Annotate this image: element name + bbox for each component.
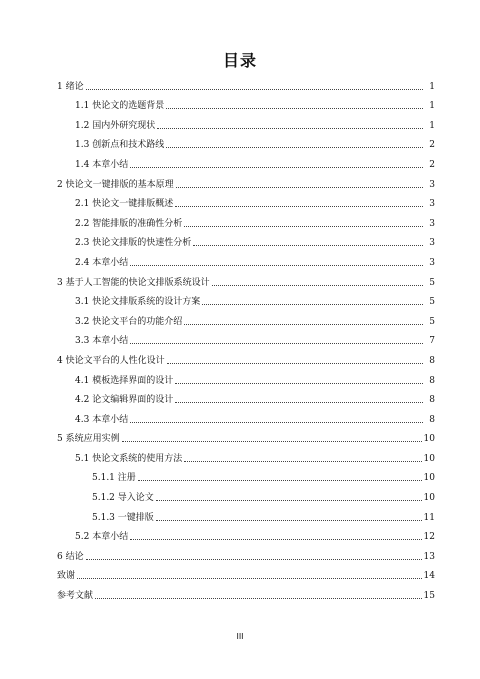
toc-entry-title: 基于人工智能的快论文排版系统设计 (65, 277, 210, 288)
toc-entry[interactable] (57, 582, 435, 602)
toc-entry-page: 5 (429, 316, 435, 327)
toc-entry[interactable] (57, 465, 435, 485)
toc-entry-title: 模板选择界面的设计 (92, 375, 174, 386)
toc-entry-page: 14 (423, 571, 435, 582)
toc-entry[interactable] (57, 328, 435, 348)
toc-entry-title: 本章小结 (92, 336, 129, 347)
dot-leader (193, 244, 423, 246)
toc-entry[interactable] (57, 132, 435, 152)
dot-leader (175, 205, 423, 207)
toc-entry-page: 2 (429, 159, 435, 170)
toc-entry-number: 4 (57, 355, 66, 366)
toc-entry-number: 1.3 (75, 140, 93, 151)
toc-entry-number: 5.1.1 (92, 473, 118, 484)
dot-leader (77, 577, 422, 579)
toc-entry-title: 注册 (117, 473, 136, 484)
toc-entry-number: 6 (57, 551, 66, 562)
toc-entry[interactable] (57, 445, 435, 465)
dot-leader (212, 284, 423, 286)
toc-entry-title: 绪论 (65, 81, 84, 92)
toc-entry-title: 快论文排版的快速性分析 (92, 238, 192, 249)
dot-leader (184, 460, 421, 462)
toc-entry-page: 10 (423, 493, 435, 504)
toc-entry[interactable] (57, 171, 435, 191)
toc-entry-number: 4.2 (75, 395, 93, 406)
toc-entry-title: 导入论文 (117, 493, 154, 504)
toc-entry[interactable] (57, 151, 435, 171)
toc-entry-number: 4.1 (75, 375, 93, 386)
toc-entry[interactable] (57, 484, 435, 504)
dot-leader (175, 382, 423, 384)
toc-entry[interactable] (57, 308, 435, 328)
toc-entry-title: 本章小结 (92, 257, 129, 268)
toc-entry[interactable] (57, 426, 435, 446)
dot-leader (130, 421, 423, 423)
toc-entry-title: 参考文献 (57, 591, 94, 602)
toc-entry-page: 1 (429, 81, 435, 92)
toc-entry[interactable] (57, 524, 435, 544)
toc-entry-page: 13 (423, 551, 435, 562)
toc-entry-title: 本章小结 (92, 159, 129, 170)
toc-entry-number: 3.1 (75, 297, 93, 308)
toc-entry-page: 10 (423, 453, 435, 464)
toc-entry-title: 系统应用实例 (65, 434, 120, 445)
toc-entry[interactable] (57, 93, 435, 113)
toc-entry[interactable] (57, 387, 435, 407)
toc-entry-page: 3 (429, 179, 435, 190)
toc-entry-page: 15 (423, 591, 435, 602)
toc-entry-title: 论文编辑界面的设计 (92, 395, 174, 406)
dot-leader (156, 519, 422, 521)
dot-leader (130, 342, 423, 344)
toc-entry[interactable] (57, 230, 435, 250)
toc-entry-number: 2.1 (75, 199, 93, 210)
toc-entry-number: 1.1 (75, 101, 93, 112)
page-title: 目录 (222, 51, 257, 70)
toc-entry-page: 8 (429, 375, 435, 386)
toc-entry-title: 快论文一键排版的基本原理 (65, 179, 174, 190)
dot-leader (176, 186, 423, 188)
toc-entry-page: 10 (423, 473, 435, 484)
dot-leader (156, 499, 422, 501)
toc-entry-page: 8 (429, 395, 435, 406)
toc-entry-title: 本章小结 (92, 532, 129, 543)
toc-entry-page: 5 (429, 277, 435, 288)
toc-entry-page: 7 (429, 336, 435, 347)
toc-entry-number: 2.3 (75, 238, 93, 249)
dot-leader (130, 264, 423, 266)
toc-entry-title: 一键排版 (117, 512, 154, 523)
toc-entry[interactable] (57, 543, 435, 563)
toc-entry-title: 结论 (65, 551, 84, 562)
toc-entry-number: 2.2 (75, 218, 93, 229)
toc-entry-title: 快论文的选题背景 (92, 101, 165, 112)
toc-entry-page: 8 (429, 414, 435, 425)
toc-entry[interactable] (57, 269, 435, 289)
toc-entry-title: 快论文系统的使用方法 (92, 453, 183, 464)
dot-leader (95, 597, 422, 599)
dot-leader (122, 440, 422, 442)
toc-entry-page: 3 (429, 238, 435, 249)
toc-entry-page: 3 (429, 257, 435, 268)
dot-leader (184, 225, 423, 227)
dot-leader (175, 401, 423, 403)
toc-entry-number: 5 (57, 434, 66, 445)
dot-leader (184, 323, 423, 325)
toc-entry-title: 创新点和技术路线 (92, 140, 165, 151)
toc-entry-title: 本章小结 (92, 414, 129, 425)
dot-leader (130, 166, 423, 168)
dot-leader (167, 362, 423, 364)
dot-leader (86, 88, 423, 90)
toc-entry-number: 2 (57, 179, 66, 190)
toc-entry-page: 8 (429, 355, 435, 366)
toc-entry-title: 快论文排版系统的设计方案 (92, 297, 201, 308)
toc-entry-title: 致谢 (57, 571, 76, 582)
toc-entry-page: 10 (423, 434, 435, 445)
toc-entry[interactable] (57, 249, 435, 269)
table-of-contents (57, 73, 435, 602)
toc-entry[interactable] (57, 210, 435, 230)
toc-entry-number: 1 (57, 81, 66, 92)
toc-entry-title: 国内外研究现状 (92, 120, 156, 131)
toc-entry-number: 1.4 (75, 159, 93, 170)
toc-entry-page: 1 (429, 101, 435, 112)
toc-entry-page: 3 (429, 218, 435, 229)
toc-entry-page: 12 (423, 532, 435, 543)
toc-entry-number: 5.1.3 (92, 512, 118, 523)
toc-entry-number: 5.2 (75, 532, 93, 543)
toc-entry-number: 5.1.2 (92, 493, 118, 504)
toc-entry[interactable] (57, 367, 435, 387)
page-number: III (236, 632, 244, 641)
toc-entry[interactable] (57, 73, 435, 93)
toc-entry-title: 快论文一键排版概述 (92, 199, 174, 210)
toc-entry-page: 1 (429, 120, 435, 131)
toc-entry[interactable] (57, 112, 435, 132)
toc-entry[interactable] (57, 563, 435, 583)
toc-entry-page: 3 (429, 199, 435, 210)
dot-leader (138, 479, 422, 481)
toc-entry[interactable] (57, 347, 435, 367)
toc-entry[interactable] (57, 504, 435, 524)
dot-leader (166, 107, 423, 109)
toc-entry-number: 2.4 (75, 257, 93, 268)
toc-entry-page: 11 (423, 512, 435, 523)
toc-entry-number: 4.3 (75, 414, 93, 425)
toc-entry-number: 1.2 (75, 120, 93, 131)
dot-leader (166, 146, 423, 148)
toc-entry-page: 2 (429, 140, 435, 151)
dot-leader (86, 558, 422, 560)
toc-entry[interactable] (57, 289, 435, 309)
toc-entry-title: 快论文平台的功能介绍 (92, 316, 183, 327)
toc-entry[interactable] (57, 406, 435, 426)
toc-entry[interactable] (57, 191, 435, 211)
toc-entry-number: 3.2 (75, 316, 93, 327)
dot-leader (130, 538, 421, 540)
dot-leader (202, 303, 423, 305)
toc-entry-number: 3.3 (75, 336, 93, 347)
toc-entry-number: 5.1 (75, 453, 93, 464)
toc-entry-page: 5 (429, 297, 435, 308)
toc-entry-number: 3 (57, 277, 66, 288)
toc-entry-title: 智能排版的准确性分析 (92, 218, 183, 229)
toc-entry-title: 快论文平台的人性化设计 (65, 355, 165, 366)
dot-leader (157, 127, 423, 129)
